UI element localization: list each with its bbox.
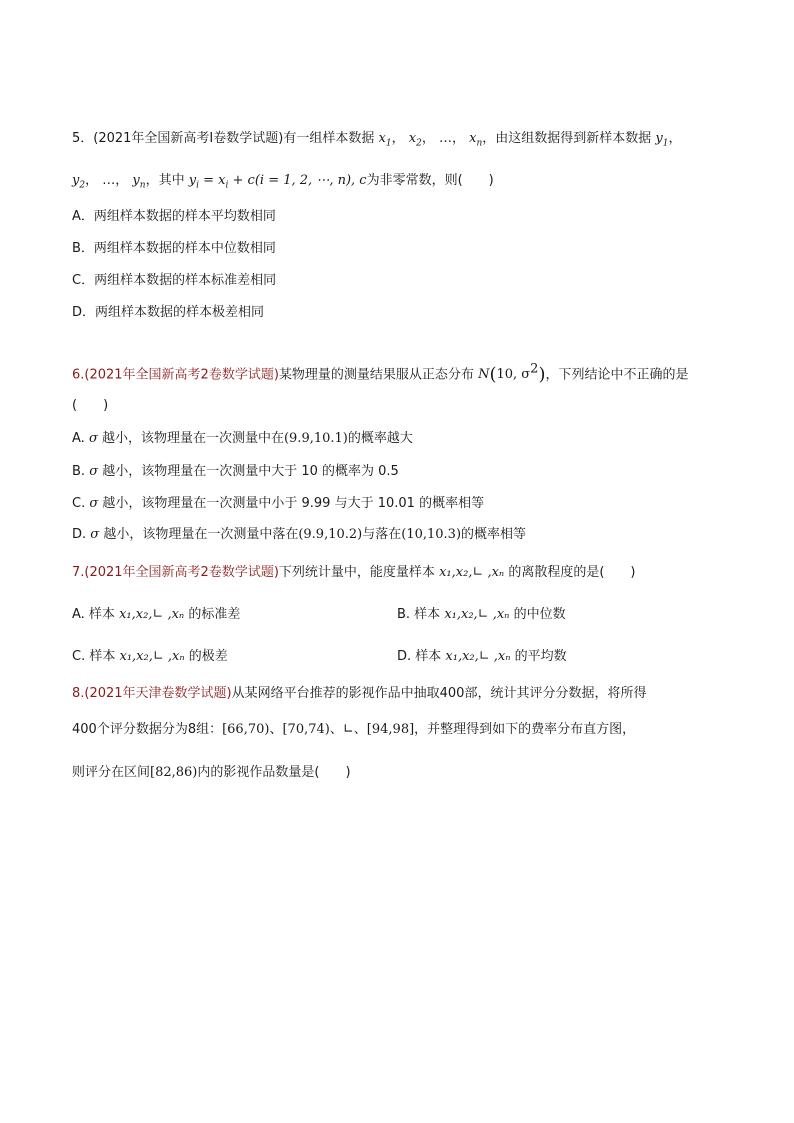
q5-formula: $y_i = x_i + c(i = 1$, 2, ⋯, n), c bbox=[188, 173, 367, 191]
q6-stem-a: 某物理量的测量结果服从正态分布 bbox=[278, 367, 474, 383]
q8-stem-line1: 8.(2021年天津卷数学试题)从某网络平台推荐的影视作品中抽取400部，统计其评分分数据，将所得 bbox=[72, 686, 647, 701]
q6-stem-line1 bbox=[72, 361, 688, 384]
sigma-symbol: σ bbox=[89, 496, 99, 511]
q6-option-b: B. σ 越小，该物理量在一次测量中大于 10 的概率为 0.5 bbox=[72, 464, 399, 479]
q5-xn: $x_n$ bbox=[469, 131, 483, 149]
q5-stem-b: ，由这组数据得到新样本数据 bbox=[482, 131, 652, 146]
q5-number: 5． bbox=[72, 131, 94, 146]
q7-number: 7. bbox=[72, 565, 85, 580]
q7-sequence: x₁,x₂,∟ ,xₙ bbox=[439, 565, 505, 580]
q6-distribution: N(10, $\sigma^2$) bbox=[478, 362, 546, 386]
q5-option-b: B．两组样本数据的样本中位数相同 bbox=[72, 241, 276, 256]
q8-interval-4: [82,86) bbox=[150, 765, 198, 780]
q6-option-c: C. σ 越小，该物理量在一次测量中小于 9.99 与大于 10.01 的概率相等 bbox=[72, 496, 485, 511]
q6-option-a: A. σ 越小，该物理量在一次测量中在(9.9,10.1)的概率越大 bbox=[72, 431, 413, 446]
q5-stem-c: ，其中 bbox=[145, 173, 185, 188]
q5-stem-d: 为非零常数，则( ) bbox=[366, 173, 494, 188]
q6-paren: ( ) bbox=[72, 398, 109, 413]
q8-stem-line2: 400个评分数据分为8组：[66,70)、[70,74)、∟、[94,98]，并整理得到如下的费率分布直方图， bbox=[72, 722, 636, 737]
q6-number: 6. bbox=[72, 367, 85, 383]
q7-source: (2021年全国新高考2卷数学试题) bbox=[84, 565, 279, 580]
q8-interval-3: [94,98] bbox=[366, 722, 415, 737]
q5-y1: $y_1$ bbox=[655, 131, 669, 149]
sigma-symbol: σ bbox=[88, 431, 98, 446]
q5-stem-line2: $y_2$， …， $y_n$，其中 $y_i = x_i + c(i = 1$, 2, ⋯, n), c为非零常数，则( ) bbox=[72, 173, 494, 191]
q5-stem-line1: 5．(2021年全国新高考Ⅰ卷数学试题)有一组样本数据 $x_1$， $x_2$， …， $x_n$，由这组数据得到新样本数据 $y_1$， bbox=[72, 131, 682, 149]
q8-interval-1: [66,70) bbox=[222, 722, 270, 737]
q7-stem: 7.(2021年全国新高考2卷数学试题)下列统计量中，能度量样本 x₁,x₂,∟ ,xₙ 的离散程度的是( ) bbox=[72, 565, 636, 580]
q5-option-a: A．两组样本数据的样本平均数相同 bbox=[72, 209, 276, 224]
q6-stem-b: ，下列结论中不正确的是 bbox=[545, 367, 689, 383]
q5-y2: $y_2$ bbox=[72, 173, 86, 191]
q5-x2: $x_2$ bbox=[408, 131, 422, 149]
q5-option-c: C．两组样本数据的样本标准差相同 bbox=[72, 273, 277, 288]
q7-option-b: B. 样本 x₁,x₂,∟ ,xₙ 的中位数 bbox=[397, 607, 566, 622]
q8-stem-line3: 则评分在区间[82,86)内的影视作品数量是( ) bbox=[72, 765, 351, 780]
q7-option-c: C. 样本 x₁,x₂,∟ ,xₙ 的极差 bbox=[72, 649, 228, 664]
q6-source: (2021年全国新高考2卷数学试题) bbox=[84, 367, 279, 383]
q8-interval-2: [70,74) bbox=[282, 722, 330, 737]
q5-stem-a: 有一组样本数据 bbox=[283, 131, 375, 146]
q5-source: (2021年全国新高考Ⅰ卷数学试题) bbox=[93, 131, 284, 146]
q5-option-d: D．两组样本数据的样本极差相同 bbox=[72, 305, 265, 320]
q8-number: 8. bbox=[72, 686, 85, 701]
q8-source: (2021年天津卷数学试题) bbox=[84, 686, 232, 701]
q5-x1: $x_1$ bbox=[378, 131, 392, 149]
q7-option-d: D. 样本 x₁,x₂,∟ ,xₙ 的平均数 bbox=[397, 649, 567, 664]
q6-option-d: D. σ 越小，该物理量在一次测量中落在(9.9,10.2)与落在(10,10.3)的概率相等 bbox=[72, 527, 527, 542]
q7-option-a: A. 样本 x₁,x₂,∟ ,xₙ 的标准差 bbox=[72, 607, 241, 622]
q5-yn: $y_n$ bbox=[132, 173, 146, 191]
sigma-symbol: σ bbox=[89, 464, 99, 479]
sigma-symbol: σ bbox=[90, 527, 100, 542]
